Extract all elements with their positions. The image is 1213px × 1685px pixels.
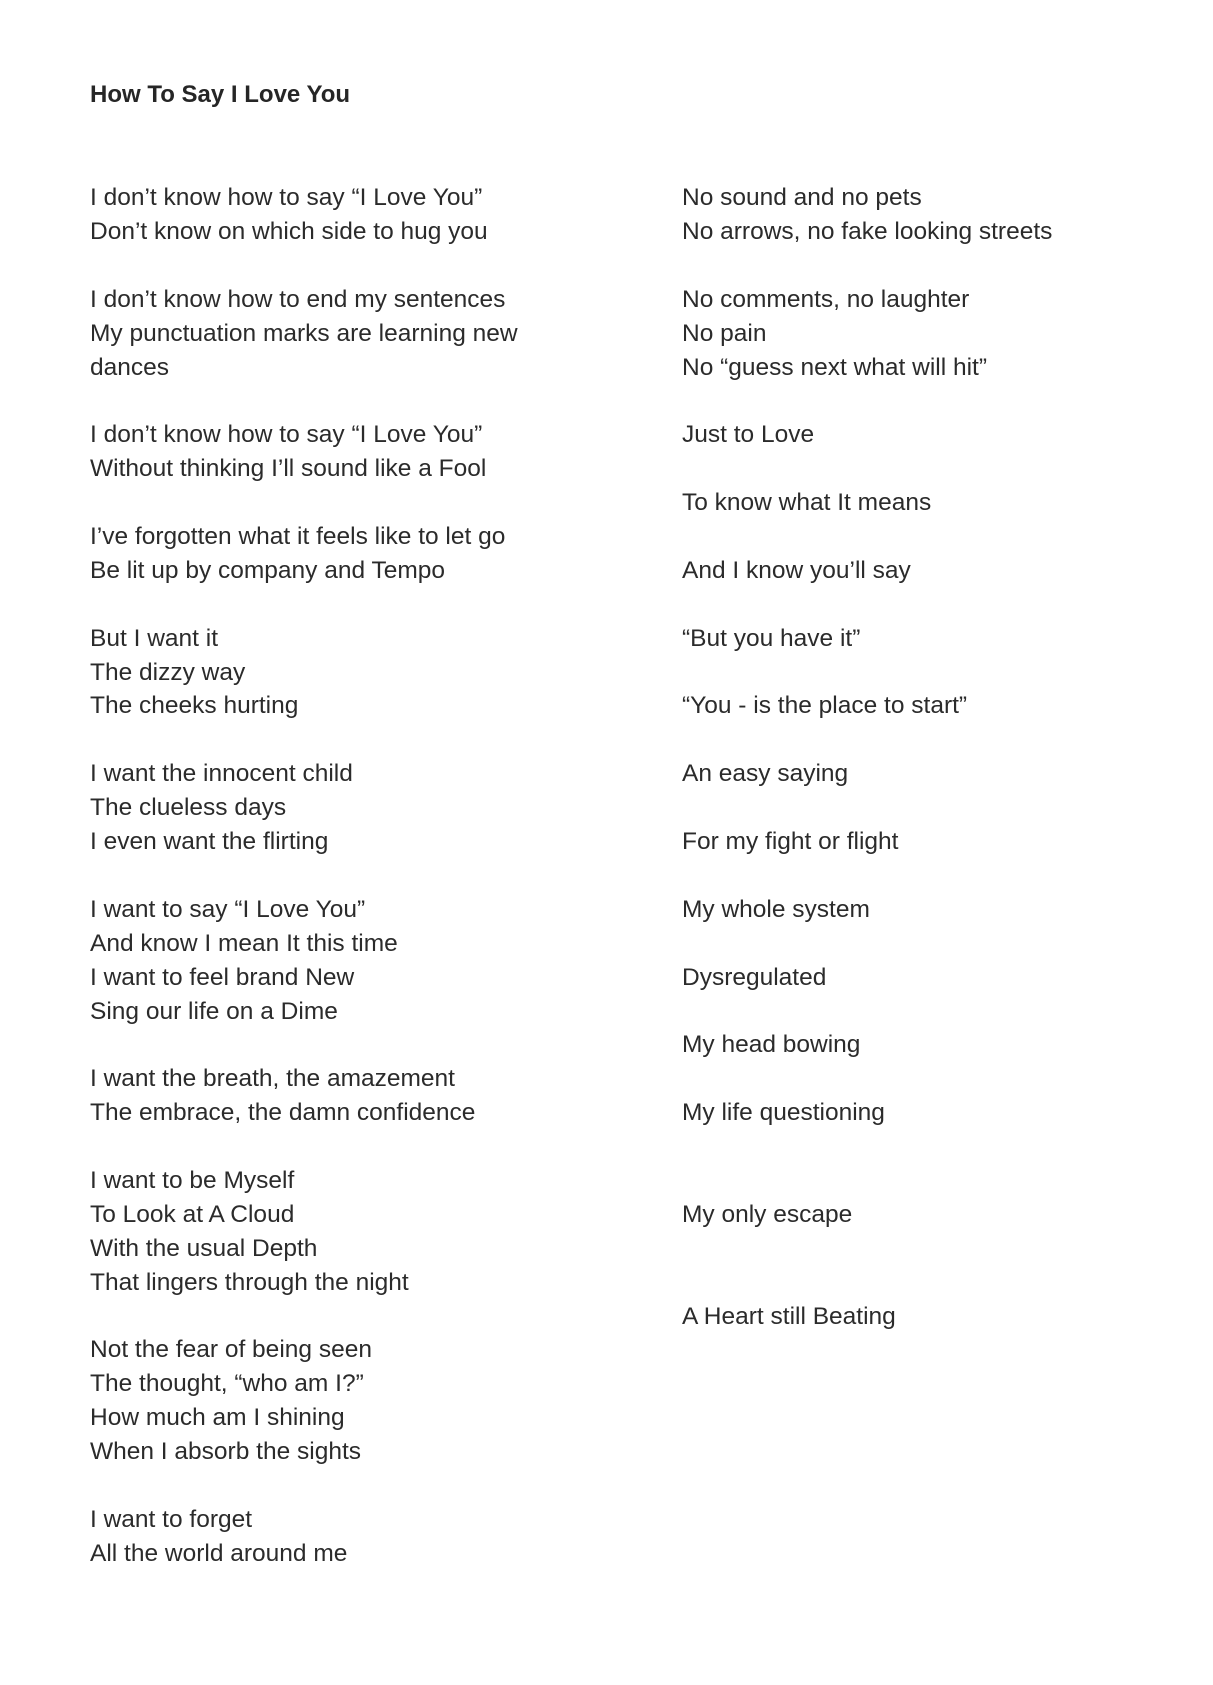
poem-line: The embrace, the damn confidence: [90, 1099, 476, 1126]
poem-line: That lingers through the night: [90, 1269, 409, 1296]
poem-line: I even want the flirting: [90, 828, 329, 855]
poem-line: Sing our life on a Dime: [90, 998, 338, 1025]
poem-line: But I want it: [90, 625, 219, 652]
poem-line: I want to say “I Love You”: [90, 896, 366, 923]
poem-line: Dysregulated: [682, 964, 827, 991]
poem-line: The cheeks hurting: [90, 692, 299, 719]
poem-line: My head bowing: [682, 1031, 861, 1058]
poem-line: When I absorb the sights: [90, 1438, 362, 1465]
poem-line: With the usual Depth: [90, 1235, 318, 1262]
poem-line: dances: [90, 354, 170, 381]
poem-line: I want the breath, the amazement: [90, 1065, 455, 1092]
poem-line: No “guess next what will hit”: [682, 354, 988, 381]
poem-line: Without thinking I’ll sound like a Fool: [90, 455, 487, 482]
poem-line: I’ve forgotten what it feels like to let go: [90, 523, 506, 550]
poem-line: Don’t know on which side to hug you: [90, 218, 488, 245]
poem-line: A Heart still Beating: [682, 1303, 896, 1330]
poem-line: I don’t know how to say “I Love You”: [90, 184, 483, 211]
poem-line: My punctuation marks are learning new: [90, 320, 518, 347]
poem-title: How To Say I Love You: [90, 81, 351, 108]
poem-line: I don’t know how to say “I Love You”: [90, 421, 483, 448]
poem-line: No comments, no laughter: [682, 286, 970, 313]
poem-line: My whole system: [682, 896, 870, 923]
poem-line: I want to feel brand New: [90, 964, 355, 991]
poem-line: How much am I shining: [90, 1404, 345, 1431]
poem-line: No pain: [682, 320, 767, 347]
poem-line: No sound and no pets: [682, 184, 922, 211]
poem-line: I want the innocent child: [90, 760, 353, 787]
poem-line: For my fight or flight: [682, 828, 899, 855]
poem-line: My life questioning: [682, 1099, 885, 1126]
poem-line: “You - is the place to start”: [682, 692, 968, 719]
poem-line: Not the fear of being seen: [90, 1336, 372, 1363]
poem-line: The clueless days: [90, 794, 287, 821]
poem-line: All the world around me: [90, 1540, 348, 1567]
poem-line: And know I mean It this time: [90, 930, 398, 957]
poem-line: And I know you’ll say: [682, 557, 911, 584]
poem-line: My only escape: [682, 1201, 853, 1228]
poem-line: Be lit up by company and Tempo: [90, 557, 446, 584]
poem-line: To Look at A Cloud: [90, 1201, 295, 1228]
poem-line: An easy saying: [682, 760, 849, 787]
poem-line: The thought, “who am I?”: [90, 1370, 364, 1397]
poem-line: “But you have it”: [682, 625, 861, 652]
poem-line: I want to be Myself: [90, 1167, 295, 1194]
poem-line: Just to Love: [682, 421, 815, 448]
poem-line: The dizzy way: [90, 659, 246, 686]
poem-line: I don’t know how to end my sentences: [90, 286, 506, 313]
poem-line: No arrows, no fake looking streets: [682, 218, 1053, 245]
poem-line: To know what It means: [682, 489, 932, 516]
poem-line: I want to forget: [90, 1506, 253, 1533]
